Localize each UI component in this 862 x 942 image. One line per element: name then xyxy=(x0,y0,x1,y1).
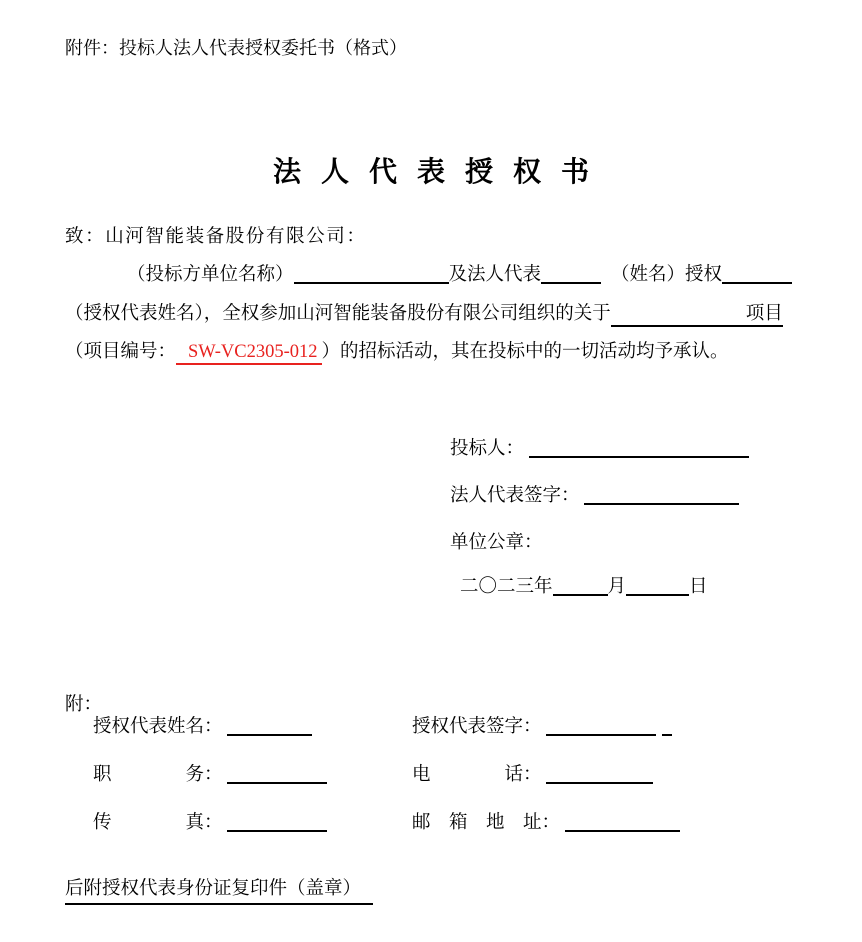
date-day-blank xyxy=(626,576,689,597)
tender-activity-text: ）的招标活动，其在投标中的一切活动均予承认。 xyxy=(321,342,729,362)
footer-note-text: 后附授权代表身份证复印件（盖章） xyxy=(65,879,373,905)
appendix-label: 附： xyxy=(65,695,103,715)
date-year-text: 二〇二三年 xyxy=(460,577,553,597)
email-label: 邮 箱 地 址： xyxy=(412,813,561,833)
email-row xyxy=(412,808,680,834)
fax-row xyxy=(93,808,327,834)
legal-rep-signature-label: 法人代表签字： xyxy=(450,486,580,506)
rep-signature-row xyxy=(412,712,672,738)
bidder-unit-name-blank xyxy=(294,264,449,285)
rep-signature-label: 授权代表签字： xyxy=(412,717,542,737)
project-code-label: （项目编号： xyxy=(65,342,177,362)
rep-signature-short-mark xyxy=(662,716,672,737)
phone-blank xyxy=(546,764,653,785)
project-name-underline-group xyxy=(611,304,783,327)
signature-legal-rep-row xyxy=(450,481,739,507)
project-code-value: SW-VC2305-012 xyxy=(176,342,322,365)
company-seal-row xyxy=(450,528,543,554)
bidder-unit-label: （投标方单位名称） xyxy=(127,265,294,285)
phone-label: 电 话： xyxy=(412,765,542,785)
phone-row xyxy=(412,760,653,786)
date-month-blank xyxy=(553,576,608,597)
rep-name-label: 授权代表姓名： xyxy=(93,717,223,737)
authorized-person-blank xyxy=(722,264,792,285)
paragraph-line-bidder xyxy=(65,260,792,286)
fax-blank xyxy=(227,812,327,833)
footer-note xyxy=(65,874,373,900)
paragraph-line-project-code xyxy=(65,337,729,363)
position-label: 职 务： xyxy=(93,765,223,785)
date-month-text: 月 xyxy=(607,577,627,597)
project-word: 项目 xyxy=(745,304,783,324)
bidder-signature-label: 投标人： xyxy=(450,439,525,459)
rep-signature-blank xyxy=(546,716,656,737)
attachment-note: 附件：投标人法人代表授权委托书（格式） xyxy=(65,38,407,58)
salutation-line: 致：山河智能装备股份有限公司： xyxy=(65,227,367,247)
document-title: 法人代表授权书 xyxy=(272,157,609,188)
authorized-rep-text: （授权代表姓名），全权参加山河智能装备股份有限公司组织的关于 xyxy=(65,304,611,324)
authorize-label: （姓名）授权 xyxy=(611,265,723,285)
position-blank xyxy=(227,764,327,785)
signature-bidder-row xyxy=(450,434,749,460)
rep-name-blank xyxy=(227,716,312,737)
fax-label: 传 真： xyxy=(93,813,223,833)
bidder-signature-blank xyxy=(529,438,749,459)
date-row xyxy=(460,572,708,598)
date-day-text: 日 xyxy=(689,577,708,597)
company-seal-label: 单位公章： xyxy=(450,533,543,553)
legal-rep-signature-blank xyxy=(584,485,739,506)
email-blank xyxy=(565,812,680,833)
legal-rep-name-blank xyxy=(541,264,601,285)
position-row xyxy=(93,760,327,786)
legal-rep-label: 及法人代表 xyxy=(448,265,542,285)
paragraph-line-project xyxy=(65,299,783,325)
rep-name-row xyxy=(93,712,312,738)
